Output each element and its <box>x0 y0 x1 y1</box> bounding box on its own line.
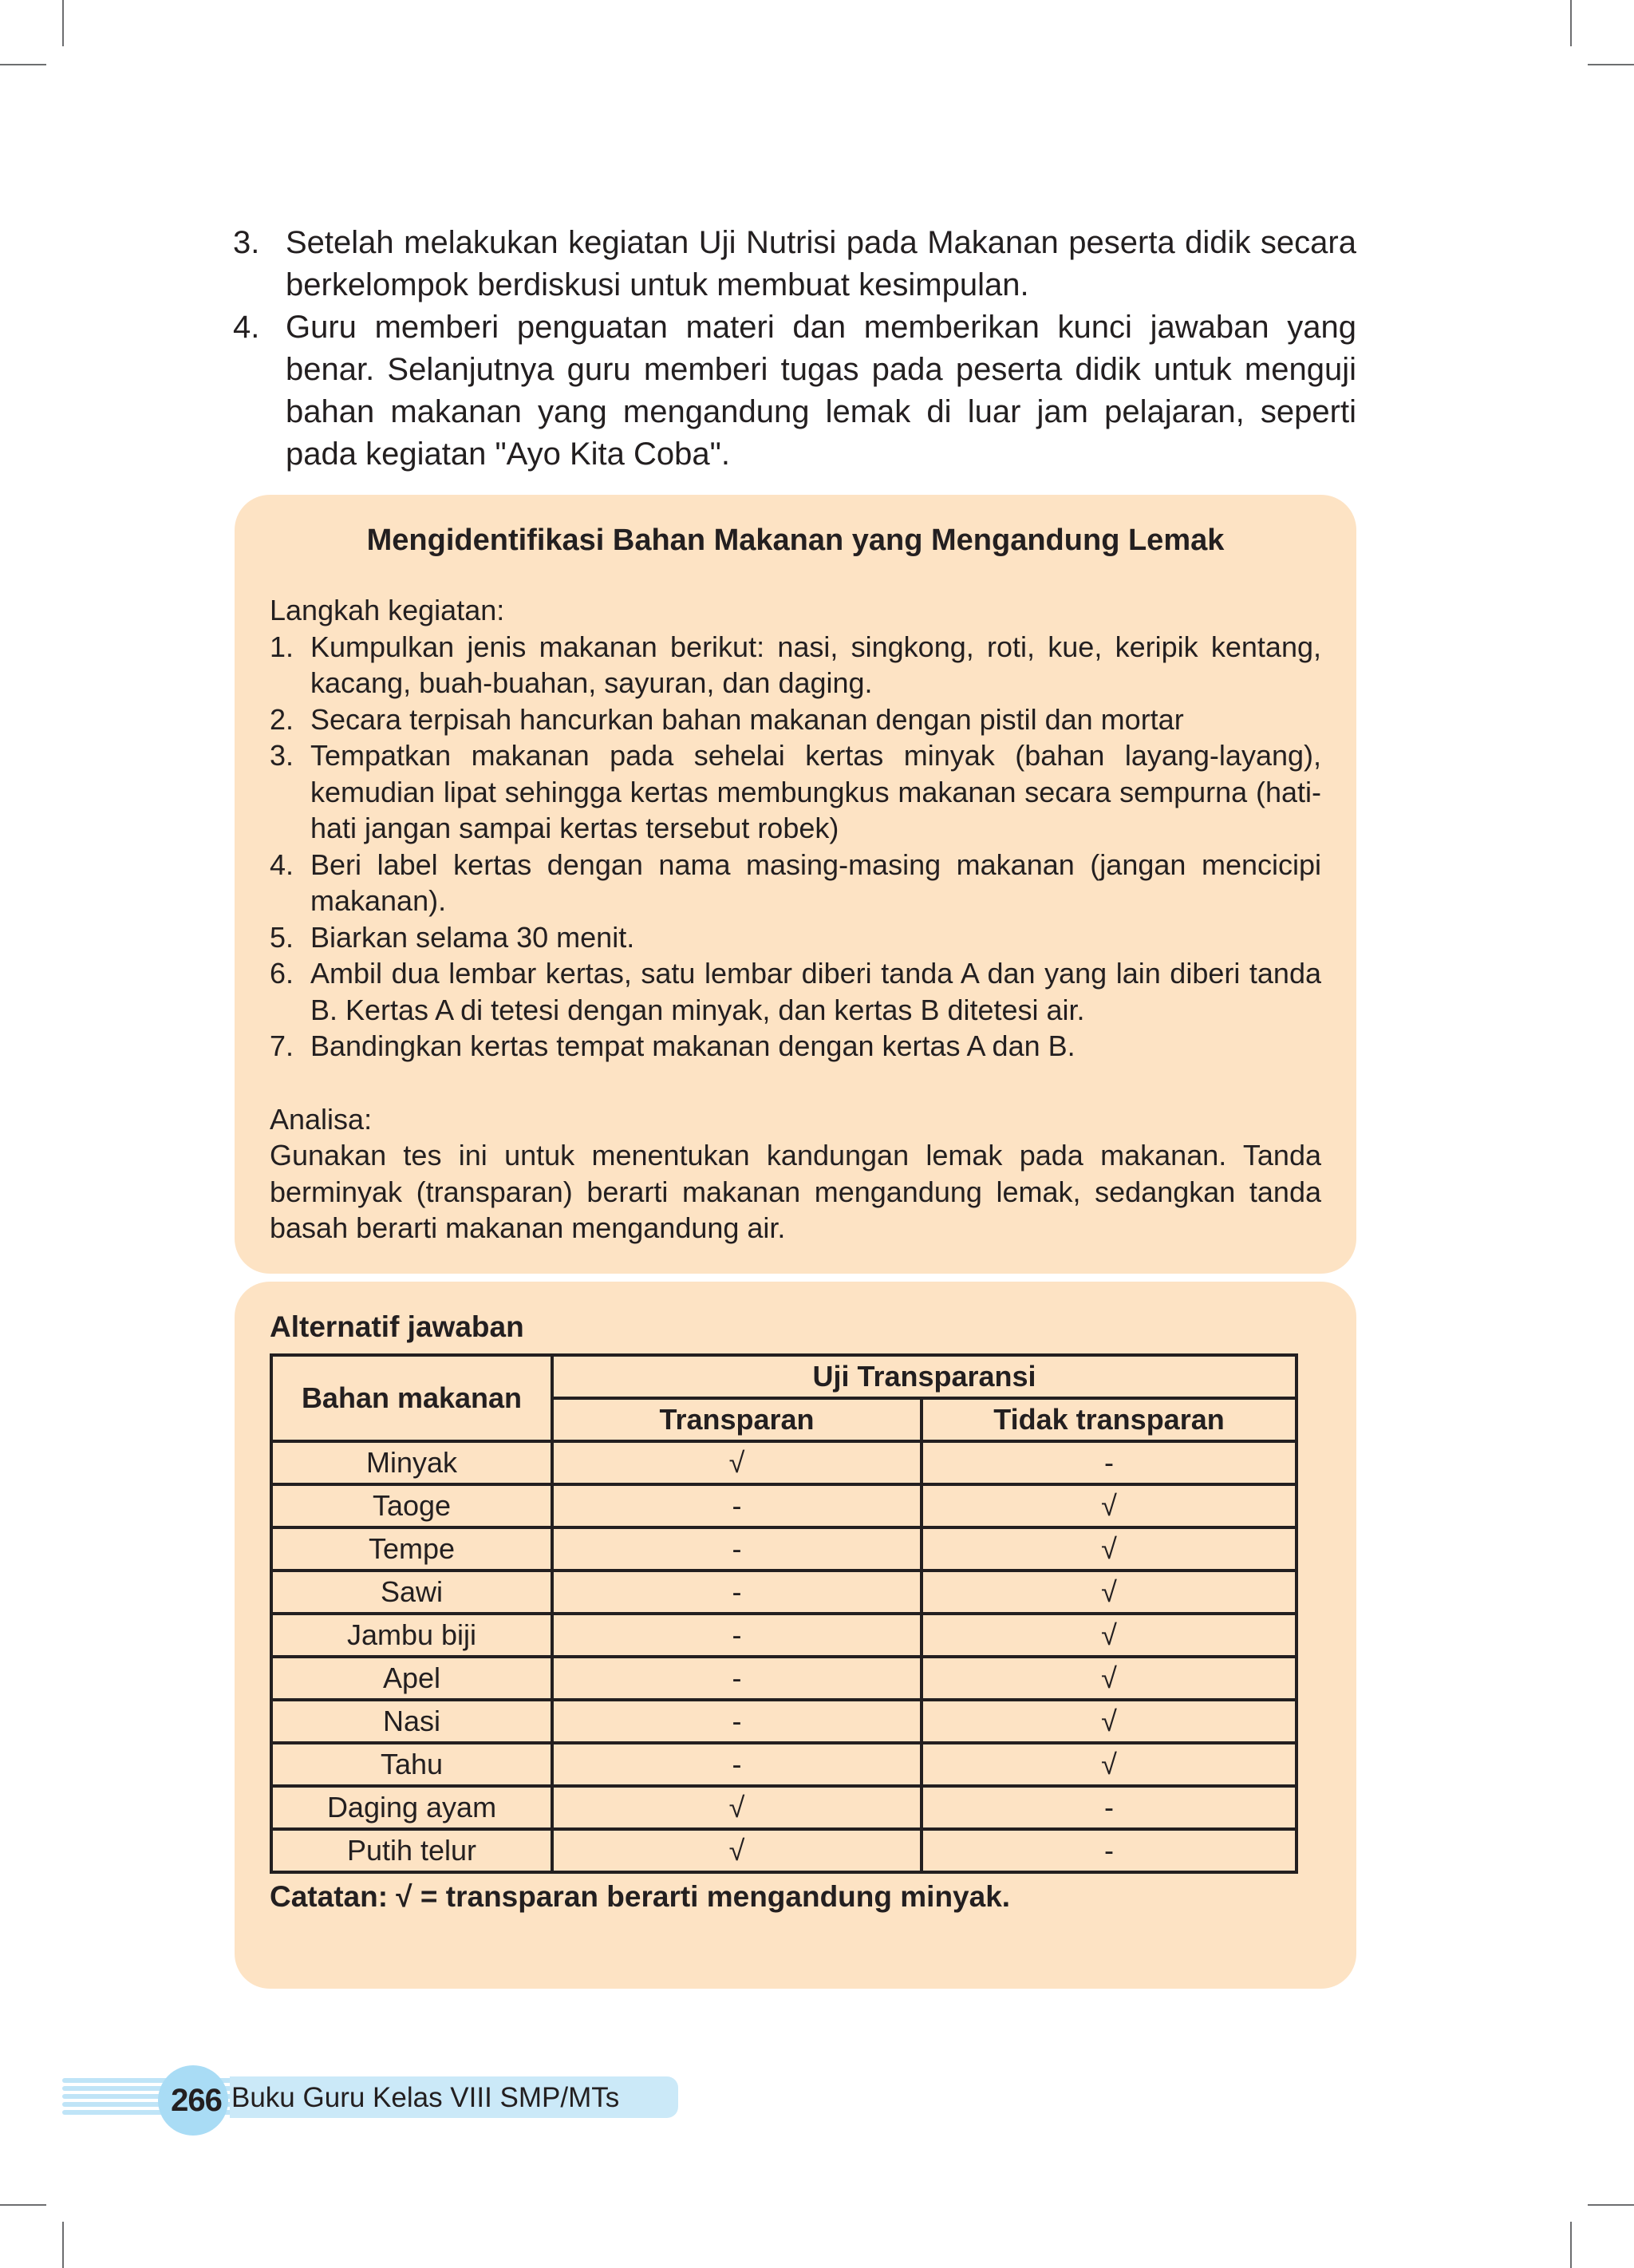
food-cell: Putih telur <box>271 1829 552 1872</box>
step-text: Ambil dua lembar kertas, satu lembar diberi tanda A dan yang lain diberi tanda B. Kertas A di tetesi dengan minyak, dan kertas B ditetesi air. <box>310 957 1321 1026</box>
food-cell: Daging ayam <box>271 1786 552 1829</box>
intro-item-text: Setelah melakukan kegiatan Uji Nutrisi pada Makanan peserta didik secara berkelompok berdiskusi untuk membuat kesimpulan. <box>286 225 1356 302</box>
step-item <box>270 955 1321 1028</box>
transparent-cell: - <box>552 1700 922 1743</box>
food-cell: Jambu biji <box>271 1614 552 1657</box>
crop-mark <box>62 2222 64 2268</box>
step-text: Bandingkan kertas tempat makanan dengan kertas A dan B. <box>310 1029 1076 1062</box>
crop-mark <box>0 2204 46 2206</box>
food-cell: Taoge <box>271 1484 552 1527</box>
intro-item <box>233 306 1356 476</box>
table-row <box>271 1700 1297 1743</box>
step-text: Tempatkan makanan pada sehelai kertas minyak (bahan layang-layang), kemudian lipat sehingga kertas membungkus makanan secara sempurna (hati-hati jangan sampai kertas tersebut robek) <box>310 739 1321 844</box>
step-item <box>270 847 1321 919</box>
step-number: 2. <box>270 702 294 736</box>
step-item <box>270 1028 1321 1065</box>
step-item <box>270 629 1321 701</box>
transparent-cell: - <box>552 1657 922 1700</box>
table-row <box>271 1571 1297 1614</box>
steps-list <box>270 629 1321 1065</box>
not-transparent-cell: - <box>922 1829 1297 1872</box>
results-table <box>270 1353 1298 1874</box>
transparent-cell: - <box>552 1527 922 1571</box>
crop-mark <box>0 64 46 65</box>
table-row <box>271 1743 1297 1786</box>
page-footer <box>62 2065 621 2129</box>
table-row <box>271 1829 1297 1872</box>
answer-title: Alternatif jawaban <box>270 1310 524 1343</box>
crop-mark <box>1588 64 1634 65</box>
activity-box <box>235 495 1356 1274</box>
step-item <box>270 919 1321 956</box>
step-number: 1. <box>270 630 294 663</box>
header-group: Uji Transparansi <box>552 1355 1297 1398</box>
table-row <box>271 1657 1297 1700</box>
header-transparent: Transparan <box>552 1398 922 1441</box>
food-cell: Minyak <box>271 1441 552 1484</box>
crop-mark <box>1588 2204 1634 2206</box>
transparent-cell: - <box>552 1743 922 1786</box>
not-transparent-cell: √ <box>922 1657 1297 1700</box>
transparent-cell: - <box>552 1484 922 1527</box>
step-number: 7. <box>270 1029 294 1062</box>
activity-title: Mengidentifikasi Bahan Makanan yang Mengandung Lemak <box>366 524 1225 557</box>
header-food: Bahan makanan <box>271 1355 552 1441</box>
food-cell: Tempe <box>271 1527 552 1571</box>
not-transparent-cell: √ <box>922 1571 1297 1614</box>
not-transparent-cell: √ <box>922 1700 1297 1743</box>
intro-item-number: 4. <box>233 310 260 345</box>
transparent-cell: √ <box>552 1786 922 1829</box>
step-text: Beri label kertas dengan nama masing-masing makanan (jangan mencicipi makanan). <box>310 848 1321 917</box>
crop-mark <box>1570 0 1572 46</box>
transparent-cell: - <box>552 1571 922 1614</box>
intro-list <box>233 222 1356 476</box>
analysis-heading: Analisa: <box>270 1102 373 1136</box>
crop-mark <box>62 0 64 46</box>
table-row <box>271 1786 1297 1829</box>
transparent-cell: √ <box>552 1441 922 1484</box>
food-cell: Sawi <box>271 1571 552 1614</box>
step-item <box>270 737 1321 847</box>
transparent-cell: - <box>552 1614 922 1657</box>
intro-item <box>233 222 1356 306</box>
header-not-transparent: Tidak transparan <box>922 1398 1297 1441</box>
table-row <box>271 1441 1297 1484</box>
step-text: Kumpulkan jenis makanan berikut: nasi, singkong, roti, kue, keripik kentang, kacang, buah-buahan, sayuran, dan daging. <box>310 630 1321 699</box>
transparent-cell: √ <box>552 1829 922 1872</box>
step-number: 3. <box>270 739 294 772</box>
answer-box <box>235 1282 1356 1989</box>
food-cell: Tahu <box>271 1743 552 1786</box>
not-transparent-cell: - <box>922 1441 1297 1484</box>
step-number: 5. <box>270 920 294 954</box>
steps-heading: Langkah kegiatan: <box>270 594 505 626</box>
crop-mark <box>1570 2222 1572 2268</box>
book-title: Buku Guru Kelas VIII SMP/MTs <box>231 2082 620 2113</box>
not-transparent-cell: √ <box>922 1484 1297 1527</box>
step-item <box>270 701 1321 738</box>
table-row <box>271 1527 1297 1571</box>
step-text: Biarkan selama 30 menit. <box>310 920 635 954</box>
food-cell: Nasi <box>271 1700 552 1743</box>
not-transparent-cell: √ <box>922 1743 1297 1786</box>
food-cell: Apel <box>271 1657 552 1700</box>
table-row <box>271 1484 1297 1527</box>
not-transparent-cell: √ <box>922 1614 1297 1657</box>
page-number: 266 <box>171 2083 222 2118</box>
table-row <box>271 1614 1297 1657</box>
step-number: 6. <box>270 957 294 990</box>
analysis-text: Gunakan tes ini untuk menentukan kandungan lemak pada makanan. Tanda berminyak (transparan) berarti makanan mengandung lemak, sedangkan tanda basah berarti makanan mengandung air. <box>270 1139 1321 1244</box>
step-text: Secara terpisah hancurkan bahan makanan dengan pistil dan mortar <box>310 702 1184 736</box>
not-transparent-cell: √ <box>922 1527 1297 1571</box>
not-transparent-cell: - <box>922 1786 1297 1829</box>
step-number: 4. <box>270 848 294 881</box>
intro-item-text: Guru memberi penguatan materi dan memberikan kunci jawaban yang benar. Selanjutnya guru memberi tugas pada peserta didik untuk menguji bahan makanan yang mengandung lemak di luar jam pelajaran, seperti pada kegiatan "Ayo Kita Coba". <box>286 310 1356 472</box>
intro-item-number: 3. <box>233 225 260 260</box>
table-note: Catatan: √ = transparan berarti mengandung minyak. <box>270 1880 1011 1913</box>
